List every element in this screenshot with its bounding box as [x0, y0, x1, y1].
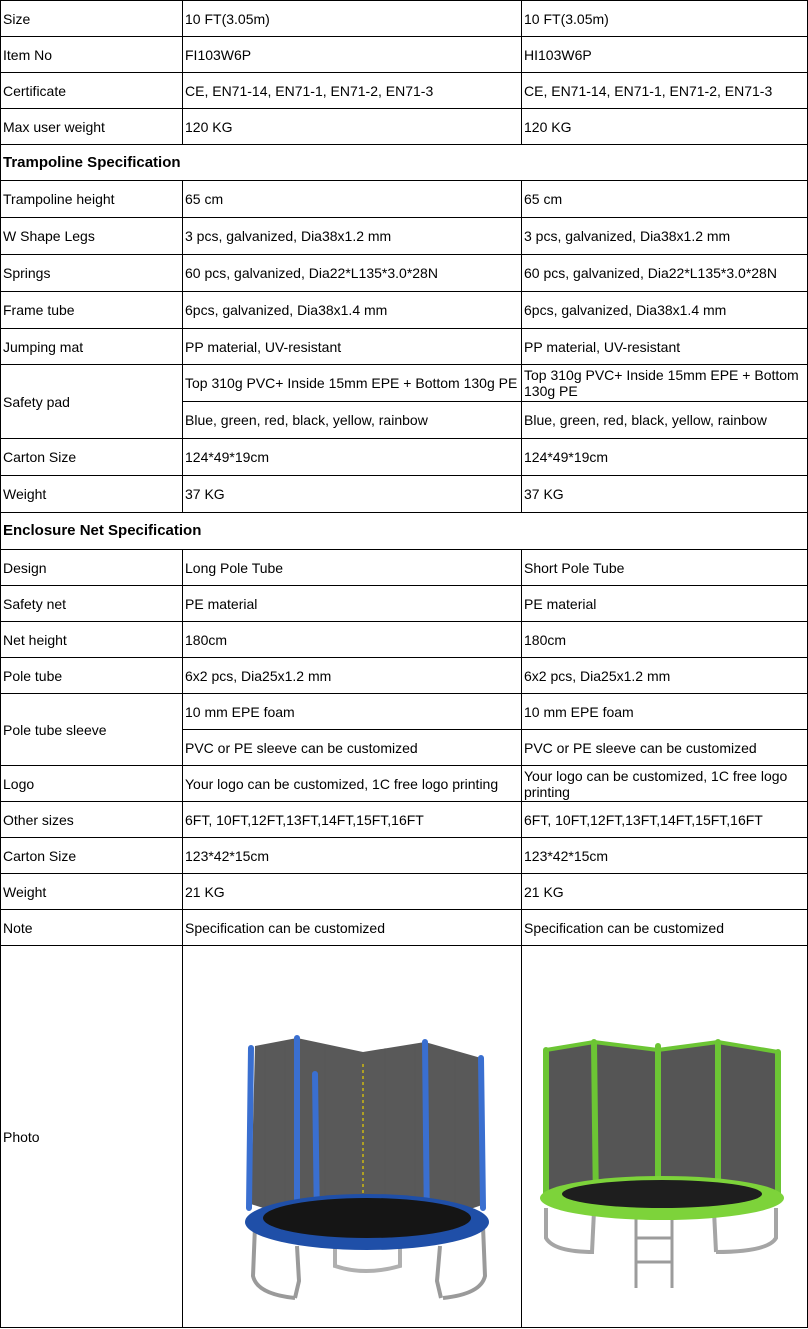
value-size-b: 10 FT(3.05m) — [522, 1, 808, 37]
row-note — [1, 910, 808, 946]
value-jumping-mat-b: PP material, UV-resistant — [522, 329, 808, 365]
value-logo-b: Your logo can be customized, 1C free logo printing — [522, 766, 808, 802]
value-springs-b: 60 pcs, galvanized, Dia22*L135*3.0*28N — [522, 255, 808, 292]
row-carton-size-trampoline — [1, 439, 808, 476]
row-design — [1, 550, 808, 586]
label-certificate: Certificate — [1, 73, 183, 109]
value-item-no-b: HI103W6P — [522, 37, 808, 73]
value-design-b: Short Pole Tube — [522, 550, 808, 586]
row-safety-pad-1 — [1, 365, 808, 402]
value-carton-size-enclosure-a: 123*42*15cm — [183, 838, 522, 874]
photo-cell-short-pole — [522, 946, 808, 1328]
value-legs-a: 3 pcs, galvanized, Dia38x1.2 mm — [183, 218, 522, 255]
row-certificate — [1, 73, 808, 109]
row-photo — [1, 946, 808, 1328]
value-sleeve-foam-a: 10 mm EPE foam — [183, 694, 522, 730]
row-carton-size-enclosure — [1, 838, 808, 874]
row-trampoline-height — [1, 181, 808, 218]
value-weight-trampoline-a: 37 KG — [183, 476, 522, 513]
value-note-b: Specification can be customized — [522, 910, 808, 946]
label-design: Design — [1, 550, 183, 586]
value-jumping-mat-a: PP material, UV-resistant — [183, 329, 522, 365]
photo-cell-long-pole — [183, 946, 522, 1328]
value-size-a: 10 FT(3.05m) — [183, 1, 522, 37]
label-weight-trampoline: Weight — [1, 476, 183, 513]
value-pole-tube-a: 6x2 pcs, Dia25x1.2 mm — [183, 658, 522, 694]
value-other-sizes-b: 6FT, 10FT,12FT,13FT,14FT,15FT,16FT — [522, 802, 808, 838]
value-logo-a: Your logo can be customized, 1C free logo printing — [183, 766, 522, 802]
row-trampoline-title — [1, 145, 808, 181]
value-net-height-b: 180cm — [522, 622, 808, 658]
value-note-a: Specification can be customized — [183, 910, 522, 946]
label-weight-enclosure: Weight — [1, 874, 183, 910]
value-frame-tube-a: 6pcs, galvanized, Dia38x1.4 mm — [183, 292, 522, 329]
value-sleeve-custom-a: PVC or PE sleeve can be customized — [183, 730, 522, 766]
value-pole-tube-b: 6x2 pcs, Dia25x1.2 mm — [522, 658, 808, 694]
label-trampoline-height: Trampoline height — [1, 181, 183, 218]
value-safety-pad-material-b: Top 310g PVC+ Inside 15mm EPE + Bottom 130g PE — [522, 365, 808, 402]
row-enclosure-title — [1, 513, 808, 550]
value-weight-enclosure-a: 21 KG — [183, 874, 522, 910]
value-max-user-weight-a: 120 KG — [183, 109, 522, 145]
row-weight-enclosure — [1, 874, 808, 910]
label-photo: Photo — [1, 946, 183, 1328]
label-carton-size-enclosure: Carton Size — [1, 838, 183, 874]
value-max-user-weight-b: 120 KG — [522, 109, 808, 145]
label-note: Note — [1, 910, 183, 946]
value-sleeve-custom-b: PVC or PE sleeve can be customized — [522, 730, 808, 766]
label-springs: Springs — [1, 255, 183, 292]
row-max-user-weight — [1, 109, 808, 145]
label-pole-tube: Pole tube — [1, 658, 183, 694]
section-title-trampoline: Trampoline Specification — [1, 145, 808, 181]
label-jumping-mat: Jumping mat — [1, 329, 183, 365]
label-safety-pad: Safety pad — [1, 365, 183, 439]
row-legs — [1, 218, 808, 255]
row-net-height — [1, 622, 808, 658]
value-design-a: Long Pole Tube — [183, 550, 522, 586]
value-springs-a: 60 pcs, galvanized, Dia22*L135*3.0*28N — [183, 255, 522, 292]
row-other-sizes — [1, 802, 808, 838]
value-weight-trampoline-b: 37 KG — [522, 476, 808, 513]
row-size — [1, 1, 808, 37]
value-net-height-a: 180cm — [183, 622, 522, 658]
label-pole-tube-sleeve: Pole tube sleeve — [1, 694, 183, 766]
value-safety-pad-colors-a: Blue, green, red, black, yellow, rainbow — [183, 402, 522, 439]
value-carton-size-enclosure-b: 123*42*15cm — [522, 838, 808, 874]
value-safety-pad-material-a: Top 310g PVC+ Inside 15mm EPE + Bottom 130g PE — [183, 365, 522, 402]
label-item-no: Item No — [1, 37, 183, 73]
row-weight-trampoline — [1, 476, 808, 513]
value-trampoline-height-a: 65 cm — [183, 181, 522, 218]
value-safety-net-b: PE material — [522, 586, 808, 622]
label-safety-net: Safety net — [1, 586, 183, 622]
label-max-user-weight: Max user weight — [1, 109, 183, 145]
value-certificate-b: CE, EN71-14, EN71-1, EN71-2, EN71-3 — [522, 73, 808, 109]
row-item-no — [1, 37, 808, 73]
value-legs-b: 3 pcs, galvanized, Dia38x1.2 mm — [522, 218, 808, 255]
trampoline-short-pole-image — [524, 946, 806, 1327]
row-pole-sleeve-1 — [1, 694, 808, 730]
row-jumping-mat — [1, 329, 808, 365]
row-frame-tube — [1, 292, 808, 329]
value-carton-size-trampoline-b: 124*49*19cm — [522, 439, 808, 476]
row-safety-net — [1, 586, 808, 622]
row-logo — [1, 766, 808, 802]
value-safety-net-a: PE material — [183, 586, 522, 622]
value-sleeve-foam-b: 10 mm EPE foam — [522, 694, 808, 730]
row-pole-tube — [1, 658, 808, 694]
section-title-enclosure: Enclosure Net Specification — [1, 513, 808, 550]
label-legs: W Shape Legs — [1, 218, 183, 255]
label-other-sizes: Other sizes — [1, 802, 183, 838]
label-frame-tube: Frame tube — [1, 292, 183, 329]
value-certificate-a: CE, EN71-14, EN71-1, EN71-2, EN71-3 — [183, 73, 522, 109]
trampoline-long-pole-image — [185, 946, 520, 1327]
value-other-sizes-a: 6FT, 10FT,12FT,13FT,14FT,15FT,16FT — [183, 802, 522, 838]
value-trampoline-height-b: 65 cm — [522, 181, 808, 218]
value-carton-size-trampoline-a: 124*49*19cm — [183, 439, 522, 476]
row-springs — [1, 255, 808, 292]
value-weight-enclosure-b: 21 KG — [522, 874, 808, 910]
label-size: Size — [1, 1, 183, 37]
value-safety-pad-colors-b: Blue, green, red, black, yellow, rainbow — [522, 402, 808, 439]
label-net-height: Net height — [1, 622, 183, 658]
label-carton-size-trampoline: Carton Size — [1, 439, 183, 476]
value-frame-tube-b: 6pcs, galvanized, Dia38x1.4 mm — [522, 292, 808, 329]
label-logo: Logo — [1, 766, 183, 802]
value-item-no-a: FI103W6P — [183, 37, 522, 73]
